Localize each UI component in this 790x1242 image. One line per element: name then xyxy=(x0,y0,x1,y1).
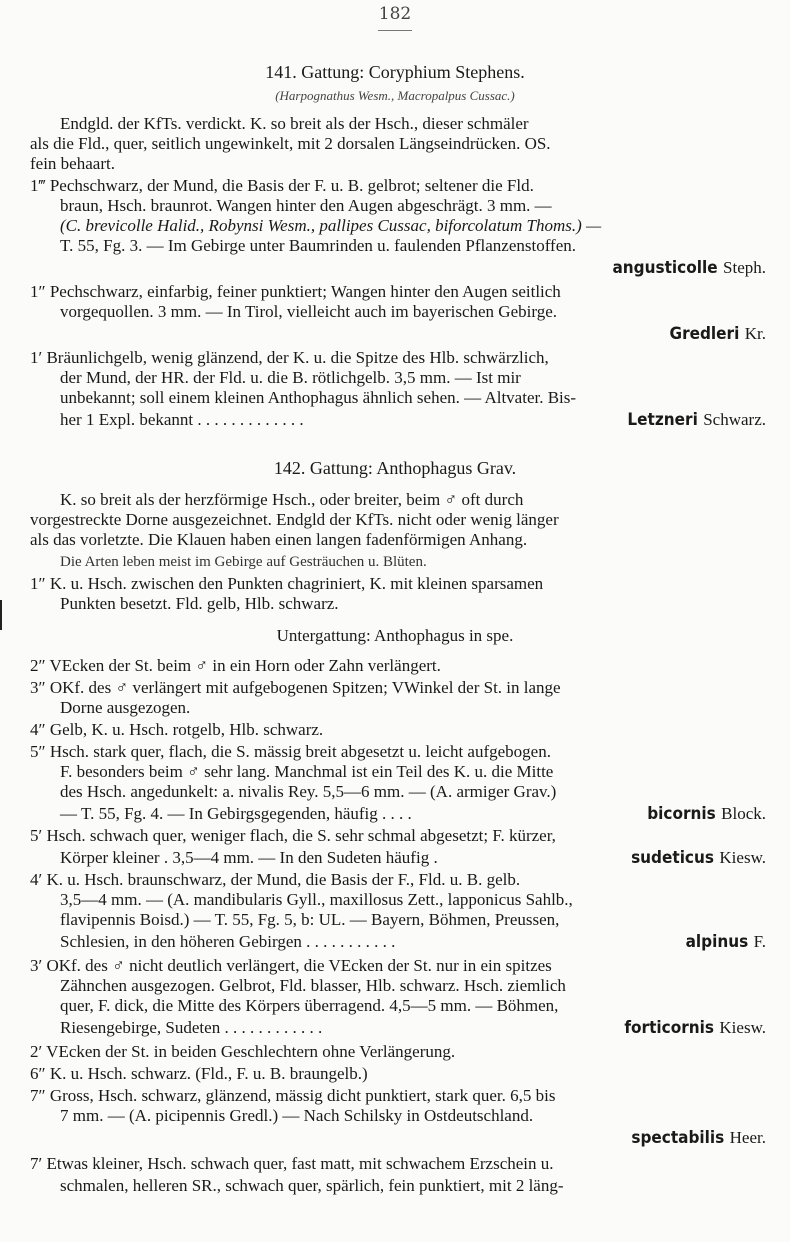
key-entry-line: her 1 Expl. bekannt . . . . . . . . . . . . . xyxy=(60,410,304,429)
species-alpinus xyxy=(686,932,766,952)
key-entry-line: 4′ K. u. Hsch. braunschwarz, der Mund, die Basis der F., Fld. u. B. gelb. xyxy=(30,870,521,889)
key-entry-line: 3′ OKf. des ♂ nicht deutlich verlängert, die VEcken der St. nur in ein spitzes xyxy=(30,956,552,975)
text-line: Die Arten leben meist im Gebirge auf Gesträuchen u. Blüten. xyxy=(60,554,427,570)
key-entry-line: vorgequollen. 3 mm. — In Tirol, vielleicht auch im bayerischen Gebirge. xyxy=(60,302,558,321)
genus-141-synonyms: (Harpognathus Wesm., Macropalpus Cussac.) xyxy=(275,88,515,103)
key-entry-line: 1″ K. u. Hsch. zwischen den Punkten chagriniert, K. mit kleinen sparsamen xyxy=(30,574,544,593)
subgenus-heading: Untergattung: Anthophagus in spe. xyxy=(276,626,514,645)
species-angusticolle xyxy=(612,258,766,278)
species-author: Kiesw. xyxy=(719,1018,766,1037)
species-author: Block. xyxy=(721,804,766,823)
text-line: als die Fld., quer, seitlich ungewinkelt, mit 2 dorsalen Längseindrücken. OS. xyxy=(30,134,551,153)
species-name: spectabilis xyxy=(631,1128,725,1148)
header-rule xyxy=(378,30,412,31)
key-entry-line: Punkten besetzt. Fld. gelb, Hlb. schwarz. xyxy=(60,594,339,613)
species-author: Steph. xyxy=(723,258,766,277)
key-entry-line: 7′ Etwas kleiner, Hsch. schwach quer, fast matt, mit schwachem Erzschein u. xyxy=(30,1154,554,1173)
text-line: Endgld. der KfTs. verdickt. K. so breit als der Hsch., dieser schmäler xyxy=(60,114,529,133)
key-entry-line: der Mund, der HR. der Fld. u. die B. rötlichgelb. 3,5 mm. — Ist mir xyxy=(60,368,521,387)
species-author: Kr. xyxy=(744,324,766,343)
species-letzneri xyxy=(627,410,766,430)
species-name: bicornis xyxy=(647,804,716,824)
key-entry-line: schmalen, helleren SR., schwach quer, spärlich, fein punktiert, mit 2 läng- xyxy=(60,1176,564,1195)
key-entry-line: 5′ Hsch. schwach quer, weniger flach, die S. sehr schmal abgesetzt; F. kürzer, xyxy=(30,826,556,845)
margin-mark xyxy=(0,600,2,630)
species-forticornis xyxy=(624,1018,766,1038)
key-entry-line: quer, F. dick, die Mitte des Körpers überragend. 4,5—5 mm. — Böhmen, xyxy=(60,996,559,1015)
species-name: forticornis xyxy=(624,1018,714,1038)
species-spectabilis xyxy=(631,1128,766,1148)
page-number: 182 xyxy=(378,4,412,24)
key-entry-line: braun, Hsch. braunrot. Wangen hinter den Augen abgeschrägt. 3 mm. — xyxy=(60,196,552,215)
species-name: Letzneri xyxy=(627,410,698,430)
key-entry-line: 2′ VEcken der St. in beiden Geschlechtern ohne Verlängerung. xyxy=(30,1042,456,1061)
key-entry-line: des Hsch. angedunkelt: a. nivalis Rey. 5,5—6 mm. — (A. armiger Grav.) xyxy=(60,782,557,801)
genus-141-heading: 141. Gattung: Coryphium Stephens. xyxy=(265,62,525,82)
key-entry-line: 1′ Bräunlichgelb, wenig glänzend, der K. u. die Spitze des Hlb. schwärzlich, xyxy=(30,348,549,367)
key-entry-line: Dorne ausgezogen. xyxy=(60,698,191,717)
key-entry-line: (C. brevicolle Halid., Robynsi Wesm., pallipes Cussac, biforcolatum Thoms.) — xyxy=(60,216,602,235)
species-name: Gredleri xyxy=(669,324,740,344)
text-line: fein behaart. xyxy=(30,154,115,173)
key-entry-line: Zähnchen ausgezogen. Gelbrot, Fld. blasser, Hlb. schwarz. Hsch. ziemlich xyxy=(60,976,566,995)
species-gredleri xyxy=(670,324,766,344)
genus-142-heading: 142. Gattung: Anthophagus Grav. xyxy=(273,458,517,478)
species-bicornis xyxy=(647,804,766,824)
key-entry-line: T. 55, Fg. 3. — Im Gebirge unter Baumrinden u. faulenden Pflanzenstoffen. xyxy=(60,236,577,255)
species-author: Schwarz. xyxy=(703,410,766,429)
species-author: Kiesw. xyxy=(719,848,766,867)
key-entry-line: 7 mm. — (A. picipennis Gredl.) — Nach Schilsky in Ostdeutschland. xyxy=(60,1106,534,1125)
species-author: Heer. xyxy=(729,1128,766,1147)
key-entry-line: Schlesien, in den höheren Gebirgen . . . . . . . . . . . xyxy=(60,932,396,951)
text-line: K. so breit als der herzförmige Hsch., oder breiter, beim ♂ oft durch xyxy=(60,490,524,509)
key-entry-line: 2″ VEcken der St. beim ♂ in ein Horn oder Zahn verlängert. xyxy=(30,656,441,675)
key-entry-line: 5″ Hsch. stark quer, flach, die S. mässig breit abgesetzt u. leicht aufgebogen. xyxy=(30,742,551,761)
key-entry-line: 3,5—4 mm. — (A. mandibularis Gyll., maxillosus Zett., lapponicus Sahlb., xyxy=(60,890,573,909)
key-entry-line: 3″ OKf. des ♂ verlängert mit aufgebogenen Spitzen; VWinkel der St. in lange xyxy=(30,678,561,697)
key-entry-line: 7″ Gross, Hsch. schwarz, glänzend, mässig dicht punktiert, stark quer. 6,5 bis xyxy=(30,1086,556,1105)
key-entry-line: — T. 55, Fg. 4. — In Gebirgsgegenden, häufig . . . . xyxy=(60,804,412,823)
species-sudeticus xyxy=(631,848,766,868)
key-entry-line: flavipennis Boisd.) — T. 55, Fg. 5, b: UL. — Bayern, Böhmen, Preussen, xyxy=(60,910,560,929)
text-line: vorgestreckte Dorne ausgezeichnet. Endgld der KfTs. nicht oder wenig länger xyxy=(30,510,559,529)
key-entry-line: Riesengebirge, Sudeten . . . . . . . . . . . . xyxy=(60,1018,323,1037)
species-author: F. xyxy=(753,932,766,951)
key-entry-line: 1‴ Pechschwarz, der Mund, die Basis der F. u. B. gelbrot; seltener die Fld. xyxy=(30,176,534,195)
text-line: als das vorletzte. Die Klauen haben einen langen fadenförmigen Anhang. xyxy=(30,530,528,549)
species-name: angusticolle xyxy=(612,258,718,278)
species-name: sudeticus xyxy=(631,848,714,868)
key-entry-line: 4″ Gelb, K. u. Hsch. rotgelb, Hlb. schwarz. xyxy=(30,720,324,739)
key-entry-line: 1″ Pechschwarz, einfarbig, feiner punktiert; Wangen hinter den Augen seitlich xyxy=(30,282,561,301)
species-name: alpinus xyxy=(685,932,749,952)
key-entry-line: Körper kleiner . 3,5—4 mm. — In den Sudeten häufig . xyxy=(60,848,438,867)
key-entry-line: unbekannt; soll einem kleinen Anthophagus ähnlich sehen. — Altvater. Bis- xyxy=(60,388,577,407)
key-entry-line: F. besonders beim ♂ sehr lang. Manchmal ist ein Teil des K. u. die Mitte xyxy=(60,762,554,781)
key-entry-line: 6″ K. u. Hsch. schwarz. (Fld., F. u. B. braungelb.) xyxy=(30,1064,368,1083)
